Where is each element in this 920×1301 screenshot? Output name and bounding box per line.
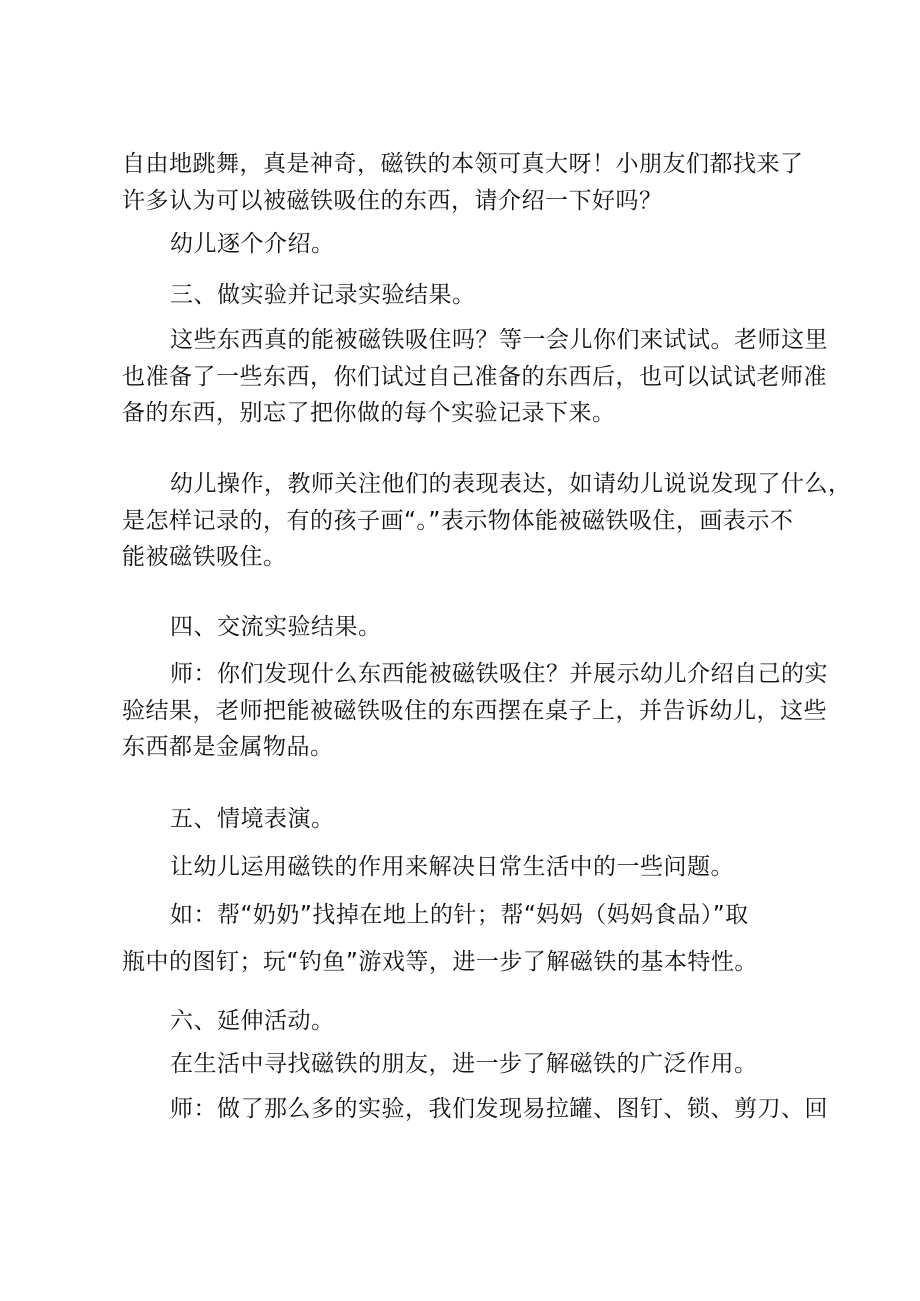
paragraph-line: 五、情境表演。 <box>170 806 335 832</box>
paragraph-line: 幼儿操作，教师关注他们的表现表达，如请幼儿说说发现了什么， <box>170 471 852 497</box>
paragraph-13 <box>122 1091 828 1128</box>
section-heading-4 <box>122 609 822 646</box>
paragraph-line: 如：帮“奶奶”找掉在地上的针；帮“妈妈（妈妈食品）”取 <box>170 902 749 928</box>
section-heading-5 <box>122 801 822 838</box>
paragraph-line: 瓶中的图钉；玩“钓鱼”游戏等，进一步了解磁铁的基本特性。 <box>122 948 758 975</box>
paragraph-7 <box>122 656 828 766</box>
paragraph-line: 在生活中寻找磁铁的朋友，进一步了解磁铁的广泛作用。 <box>170 1051 758 1077</box>
section-heading-3 <box>122 277 822 314</box>
paragraph-line: 四、交流实验结果。 <box>170 614 382 640</box>
paragraph-line: 自由地跳舞，真是神奇，磁铁的本领可真大呀！小朋友们都找来了 <box>122 151 804 177</box>
section-heading-6 <box>122 1003 822 1040</box>
paragraph-4 <box>122 322 828 432</box>
paragraph-line: 许多认为可以被磁铁吸住的东西，请介绍一下好吗？ <box>122 187 663 214</box>
paragraph-5 <box>122 466 852 576</box>
paragraph-line: 是怎样记录的，有的孩子画“。”表示物体能被磁铁吸住，画表示不 <box>122 507 794 534</box>
paragraph-line: 能被磁铁吸住。 <box>122 544 287 570</box>
paragraph-12 <box>122 1046 822 1083</box>
paragraph-10 <box>122 897 822 980</box>
paragraph-line: 三、做实验并记录实验结果。 <box>170 282 476 308</box>
paragraph-line: 师：你们发现什么东西能被磁铁吸住？并展示幼儿介绍自己的实 <box>170 661 828 687</box>
paragraph-9 <box>122 849 822 886</box>
paragraph-1 <box>122 146 822 219</box>
paragraph-line: 六、延伸活动。 <box>170 1008 335 1034</box>
paragraph-line: 幼儿逐个介绍。 <box>170 231 335 257</box>
paragraph-line: 让幼儿运用磁铁的作用来解决日常生活中的一些问题。 <box>170 854 734 880</box>
paragraph-line: 备的东西，别忘了把你做的每个实验记录下来。 <box>122 400 616 426</box>
paragraph-line: 验结果，老师把能被磁铁吸住的东西摆在桌子上，并告诉幼儿，这些 <box>122 697 827 724</box>
paragraph-line: 东西都是金属物品。 <box>122 734 334 760</box>
paragraph-line: 师：做了那么多的实验，我们发现易拉罐、图钉、锁、剪刀、回 <box>170 1096 828 1122</box>
paragraph-line: 也准备了一些东西，你们试过自己准备的东西后，也可以试试老师准 <box>122 363 827 390</box>
paragraph-2 <box>122 226 822 263</box>
paragraph-line: 这些东西真的能被磁铁吸住吗？等一会儿你们来试试。老师这里 <box>170 327 828 353</box>
